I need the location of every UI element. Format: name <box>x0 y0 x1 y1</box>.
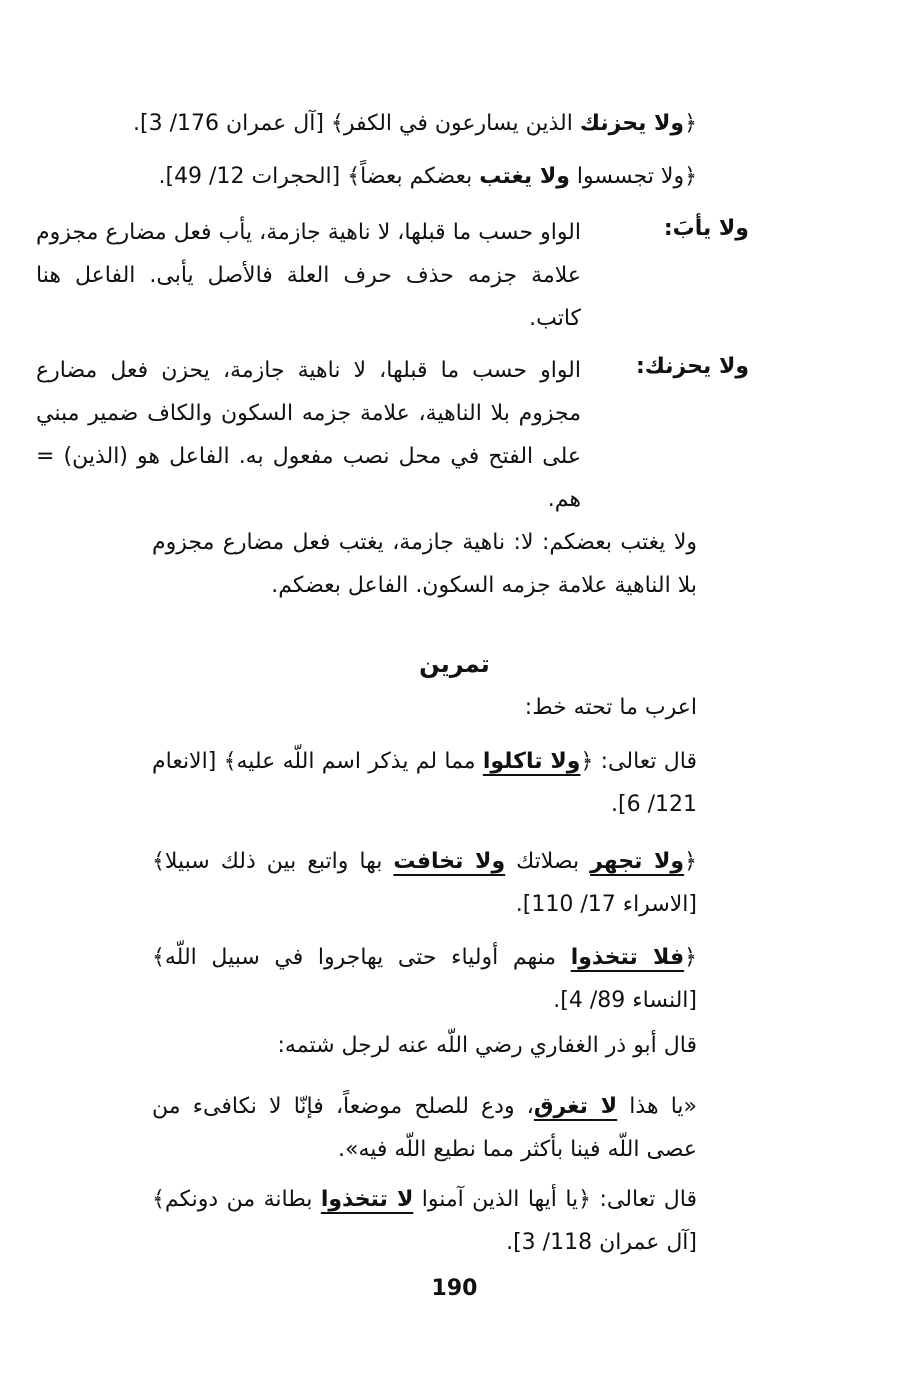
exercise-item: ﴿ولا تجهر بصلاتك ولا تخافت بها واتبع بين ذلك سبيلا﴾ [الاسراء 17/ 110]. <box>152 849 697 917</box>
verse-line: ﴿ولا تجسسوا ولا يغتب بعضكم بعضاً﴾ [الحجرات 12/ 49]. <box>158 164 697 189</box>
entry-text: الواو حسب ما قبلها، لا ناهية جازمة، يأب فعل مضارع مجزوم علامة جزمه حذف حرف العلة فالأصل يأبى. الفاعل هنا كاتب. <box>36 220 581 331</box>
exercise-intro: قال أبو ذر الغفاري رضي اللّه عنه لرجل شتمه: <box>277 1033 697 1058</box>
exercise-instruction: اعرب ما تحته خط: <box>524 695 697 720</box>
entry-term: ولا يأبَ: <box>663 216 749 241</box>
entry-term: ولا يحزنك: <box>635 354 749 379</box>
exercise-item: قال تعالى: ﴿ولا تاكلوا مما لم يذكر اسم اللّه عليه﴾ [الانعام 121/ 6]. <box>152 749 697 817</box>
exercise-item: قال تعالى: ﴿يا أيها الذين آمنوا لا تتخذوا بطانة من دونكم﴾ [آل عمران 118/ 3]. <box>152 1187 698 1255</box>
page-number: 190 <box>431 1276 478 1301</box>
entry-text: الواو حسب ما قبلها، لا ناهية جازمة، يحزن فعل مضارع مجزوم بلا الناهية، علامة جزمه السكون والكاف ضمير مبني على الفتح في محل نصب مفعول به. الفاعل هو (الذين) = هم. <box>36 358 581 512</box>
entry-paragraph: ولا يغتب بعضكم: لا: ناهية جازمة، يغتب فعل مضارع مجزوم بلا الناهية علامة جزمه السكون. الفاعل بعضكم. <box>152 530 697 598</box>
exercise-item: «يا هذا لا تغرق، ودع للصلح موضعاً، فإنّا لا نكافىء من عصى اللّه فينا بأكثر مما نطيع اللّه فيه». <box>152 1094 698 1162</box>
exercise-item: ﴿فلا تتخذوا منهم أولياء حتى يهاجروا في سبيل اللّه﴾ [النساء 89/ 4]. <box>152 945 697 1013</box>
exercise-title: تمرين <box>419 650 490 678</box>
verse-line: ﴿ولا يحزنك الذين يسارعون في الكفر﴾ [آل عمران 176/ 3]. <box>133 111 697 136</box>
